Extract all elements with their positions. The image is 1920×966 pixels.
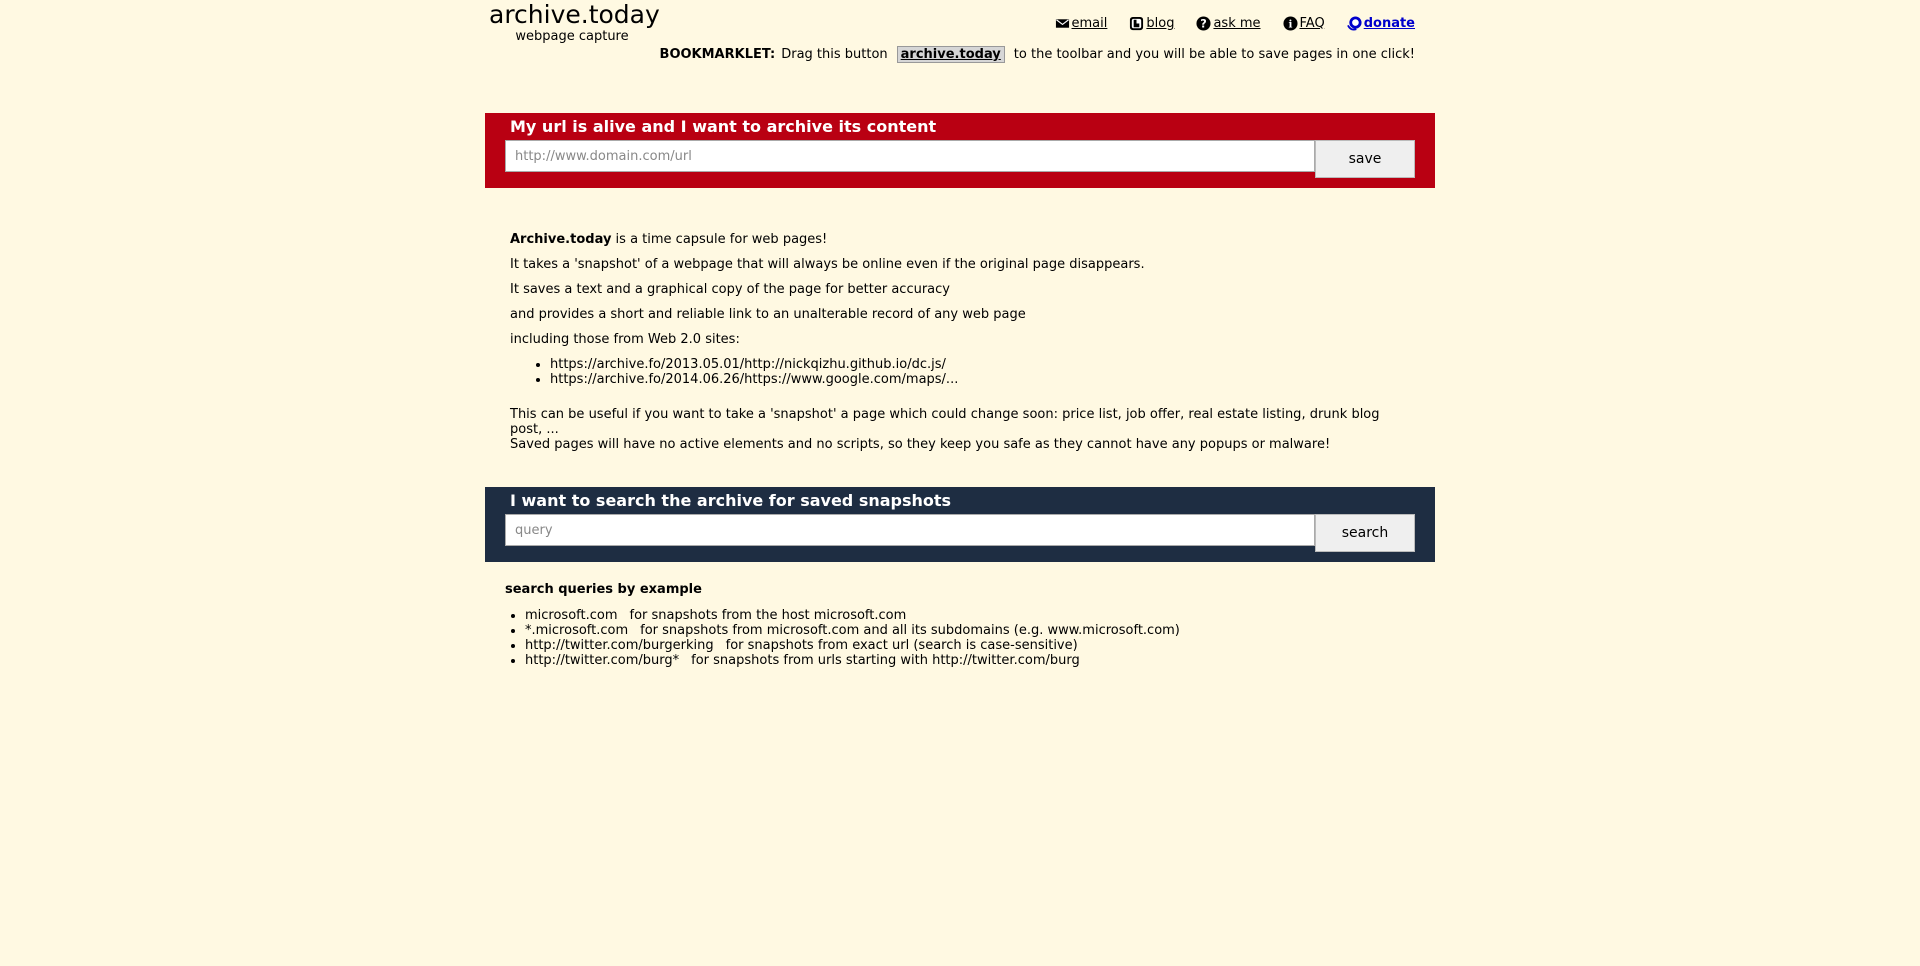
list-item	[525, 638, 1405, 653]
example-query-link[interactable]: http://twitter.com/burg*	[525, 653, 680, 668]
nav-donate-label: donate	[1363, 16, 1415, 31]
search-panel-title: I want to search the archive for saved snapshots	[510, 491, 952, 510]
intro-line-1	[510, 232, 1410, 248]
example-link-1[interactable]: https://archive.fo/2013.05.01/http://nickqizhu.github.io/dc.js/	[550, 357, 946, 372]
bookmarklet-before-text: Drag this button	[781, 47, 888, 62]
nav-ask-link[interactable]	[1196, 16, 1260, 31]
save-panel	[485, 113, 1435, 188]
svg-text:?: ?	[1200, 17, 1208, 31]
bookmarklet-after-text: to the toolbar and you will be able to save pages in one click!	[1013, 47, 1415, 62]
bookmarklet-button[interactable]: archive.today	[897, 46, 1005, 63]
example-query-link[interactable]: http://twitter.com/burgerking	[525, 638, 714, 653]
nav-blog-link[interactable]	[1129, 16, 1174, 31]
svg-text:i: i	[1288, 18, 1292, 31]
logo	[489, 0, 660, 44]
search-examples-list	[505, 608, 1405, 668]
save-panel-title: My url is alive and I want to archive its content	[510, 117, 937, 136]
question-icon	[1196, 16, 1211, 31]
list-item	[525, 653, 1405, 668]
example-query-link[interactable]: microsoft.com	[525, 608, 618, 623]
bookmarklet-row	[660, 46, 1415, 63]
search-panel	[485, 487, 1435, 562]
nav-email-link[interactable]	[1055, 16, 1108, 31]
intro-line-5: including those from Web 2.0 sites:	[510, 332, 740, 347]
nav-blog-label: blog	[1146, 16, 1175, 31]
intro-useful-2: Saved pages will have no active elements and no scripts, so they keep you safe as they cannot have any popups or malware!	[510, 437, 1331, 452]
intro-line-3: It saves a text and a graphical copy of the page for better accuracy	[510, 282, 950, 297]
list-item	[525, 623, 1405, 638]
intro-brand: Archive.today	[510, 232, 612, 247]
nav-donate-link[interactable]	[1347, 16, 1415, 31]
top-nav	[1055, 16, 1415, 31]
search-examples	[505, 583, 1405, 668]
list-item	[550, 372, 1410, 387]
page	[485, 0, 1435, 966]
logo-title-link[interactable]: archive.today	[489, 0, 660, 29]
donate-icon	[1347, 16, 1362, 31]
example-query-desc: for snapshots from exact url (search is case-sensitive)	[725, 638, 1078, 653]
intro-line-2: It takes a 'snapshot' of a webpage that will always be online even if the original page disappears.	[510, 257, 1145, 272]
save-form	[505, 140, 1415, 178]
nav-faq-link[interactable]	[1283, 16, 1325, 31]
example-links-list	[510, 357, 1410, 387]
info-icon	[1283, 16, 1298, 31]
bookmarklet-label: BOOKMARKLET:	[659, 47, 776, 62]
intro-useful-1: This can be useful if you want to take a 'snapshot' a page which could change soon: price list, job offer, real estate listing, drunk blog post, ...	[510, 407, 1380, 437]
search-input[interactable]	[505, 514, 1315, 546]
example-query-desc: for snapshots from microsoft.com and all its subdomains (e.g. www.microsoft.com)	[640, 623, 1180, 638]
example-query-desc: for snapshots from the host microsoft.com	[629, 608, 907, 623]
example-query-link[interactable]: *.microsoft.com	[525, 623, 629, 638]
nav-ask-label: ask me	[1213, 16, 1261, 31]
logo-subtitle: webpage capture	[515, 29, 629, 44]
nav-faq-label: FAQ	[1299, 16, 1325, 31]
intro-line-1-rest: is a time capsule for web pages!	[611, 232, 828, 247]
example-query-desc: for snapshots from urls starting with http://twitter.com/burg	[691, 653, 1080, 668]
intro-section	[510, 232, 1410, 452]
search-button[interactable]: search	[1315, 514, 1415, 552]
example-link-2[interactable]: https://archive.fo/2014.06.26/https://www.google.com/maps/...	[550, 372, 959, 387]
search-form	[505, 514, 1415, 552]
nav-email-label: email	[1071, 16, 1108, 31]
url-input[interactable]	[505, 140, 1315, 172]
blog-icon	[1129, 16, 1144, 31]
list-item	[525, 608, 1405, 623]
search-examples-heading: search queries by example	[505, 582, 702, 597]
list-item	[550, 357, 1410, 372]
save-button[interactable]: save	[1315, 140, 1415, 178]
envelope-icon	[1055, 16, 1070, 31]
intro-line-4: and provides a short and reliable link to an unalterable record of any web page	[510, 307, 1026, 322]
